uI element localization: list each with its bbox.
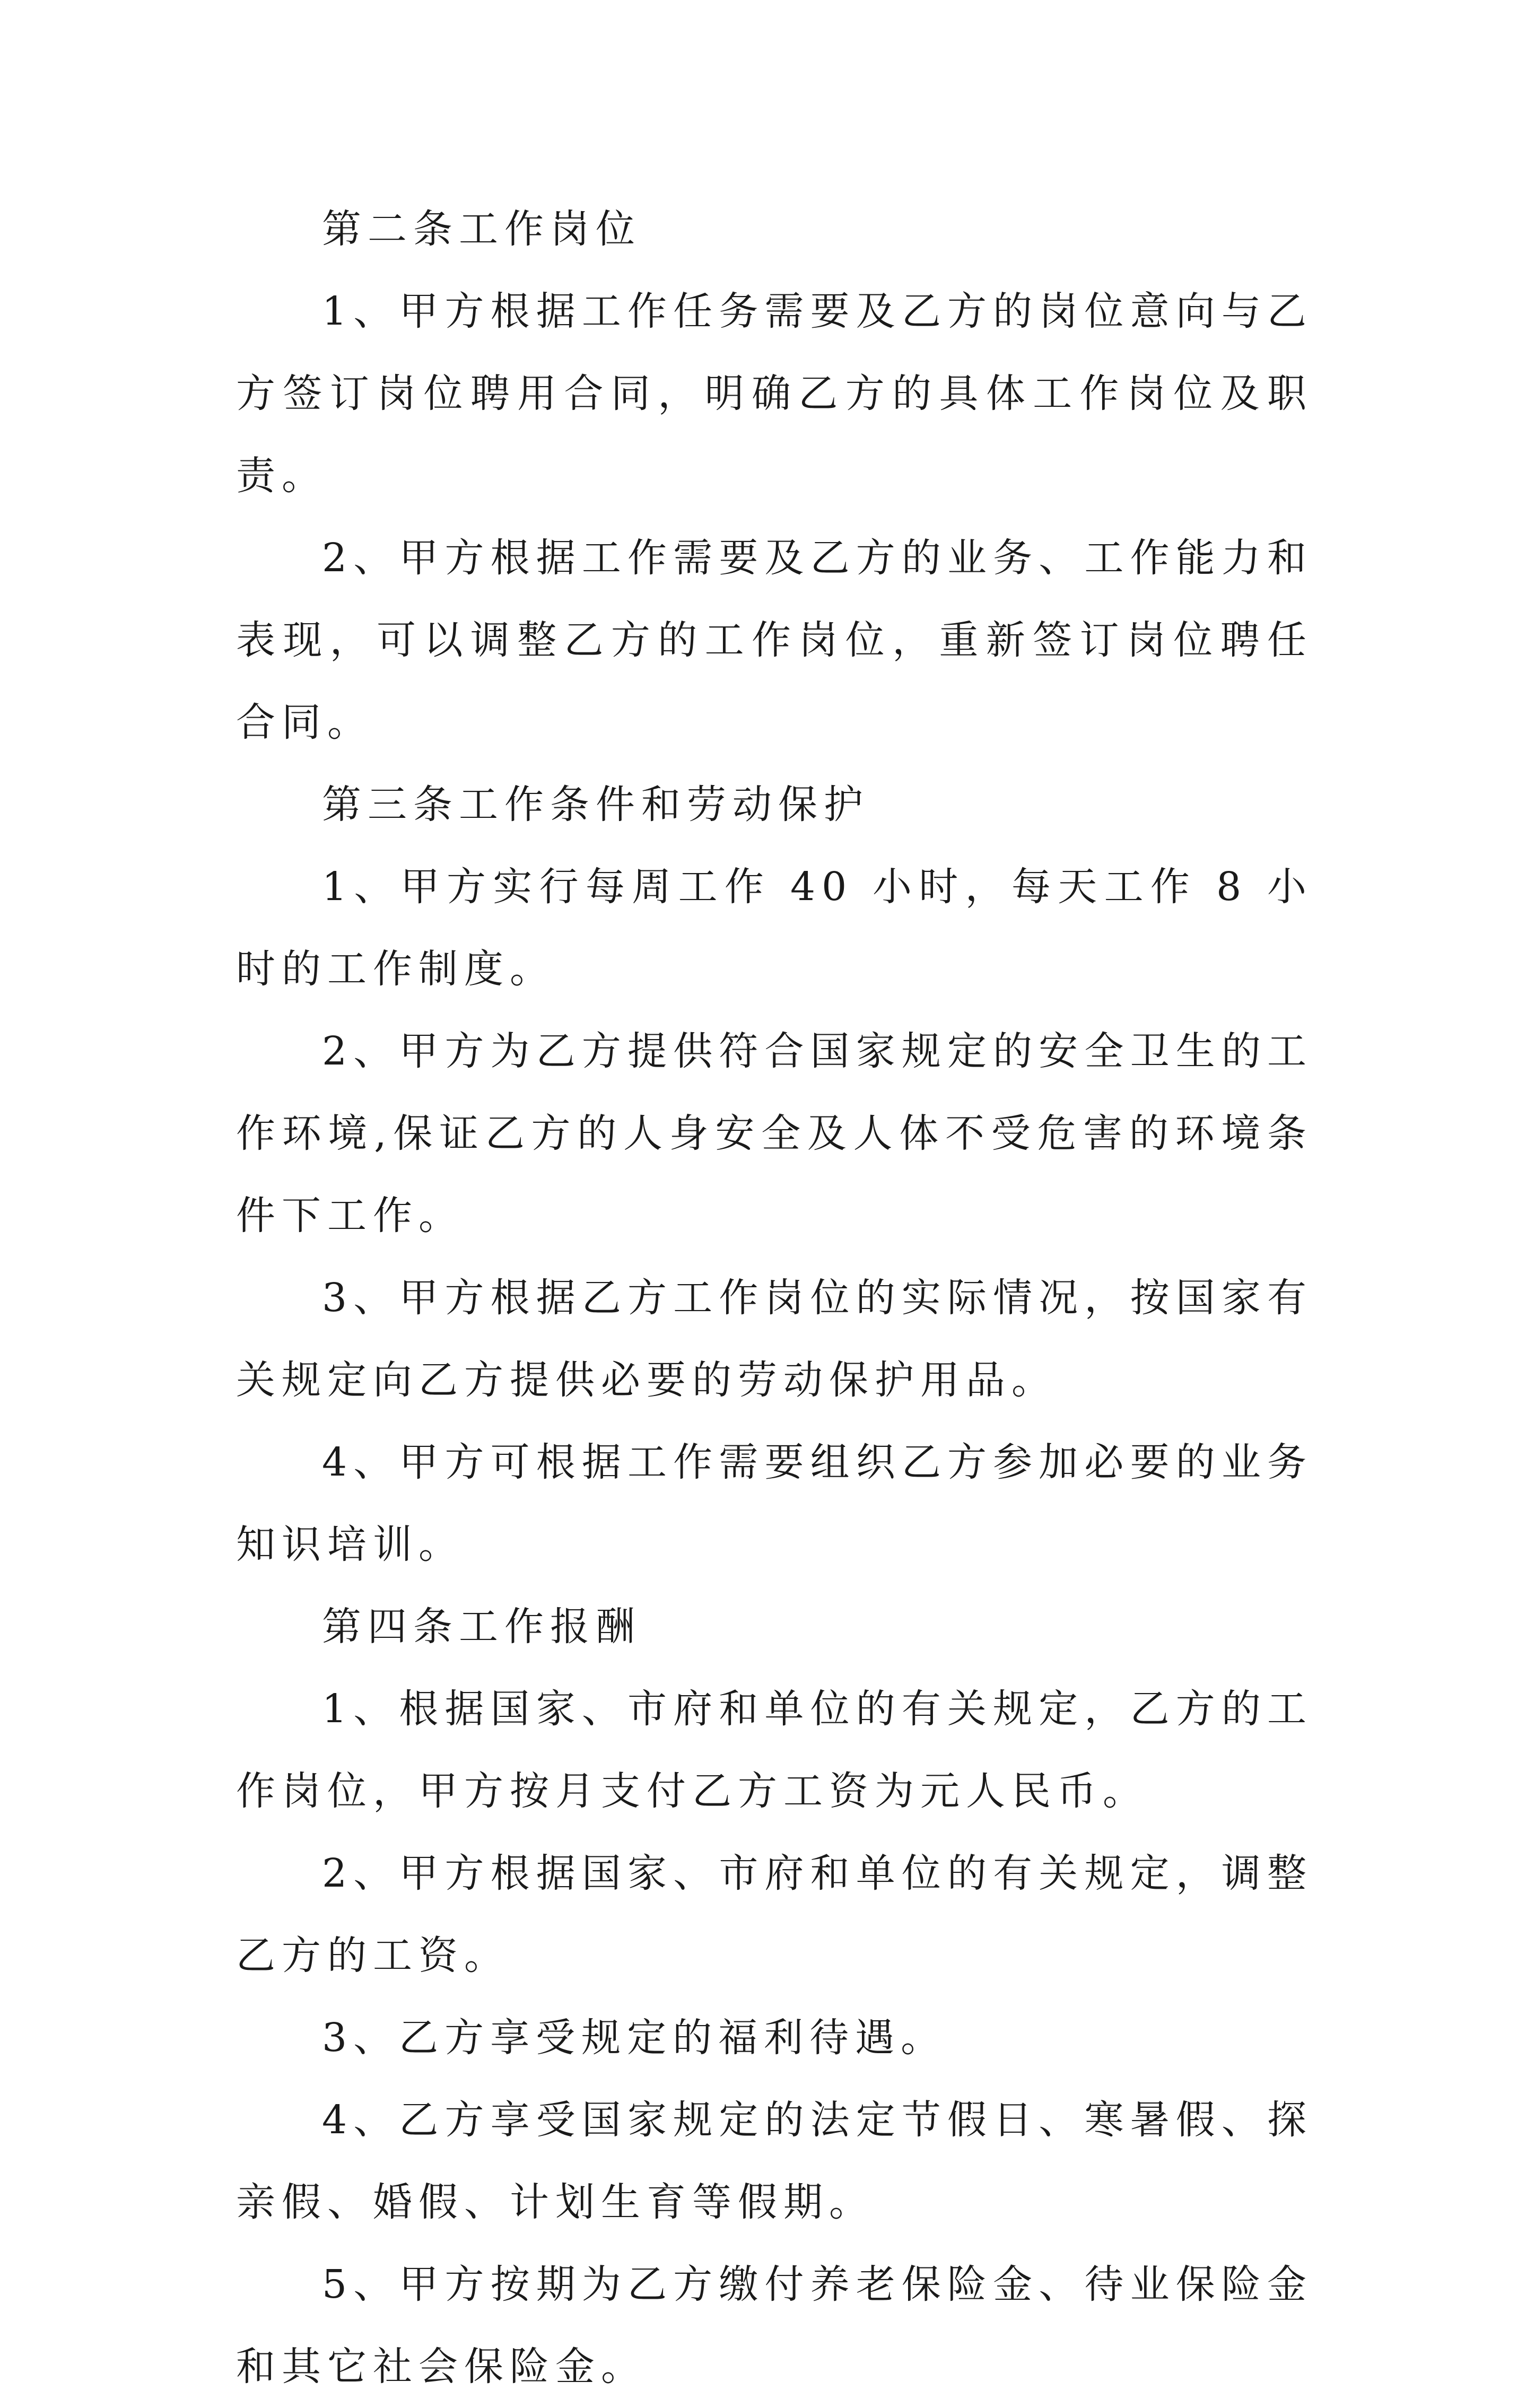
section-heading-article-2: 第二条工作岗位 bbox=[322, 206, 641, 252]
clause-paragraph: 1、甲方根据工作任务需要及乙方的岗位意向与乙方签订岗位聘用合同，明确乙方的具体工作岗位及职责。 bbox=[236, 289, 1313, 499]
section-heading-article-4: 第四条工作报酬 bbox=[322, 1604, 641, 1650]
clause-paragraph: 2、甲方为乙方提供符合国家规定的安全卫生的工作环境,保证乙方的人身安全及人体不受危害的环境条件下工作。 bbox=[236, 1028, 1313, 1238]
clause-paragraph: 4、乙方享受国家规定的法定节假日、寒暑假、探亲假、婚假、计划生育等假期。 bbox=[236, 2097, 1313, 2225]
clause-paragraph: 3、乙方享受规定的福利待遇。 bbox=[322, 2015, 947, 2061]
clause-paragraph: 2、甲方根据国家、市府和单位的有关规定，调整乙方的工资。 bbox=[236, 1851, 1313, 1978]
section-heading-article-3: 第三条工作条件和劳动保护 bbox=[322, 782, 869, 827]
clause-paragraph: 3、甲方根据乙方工作岗位的实际情况，按国家有关规定向乙方提供必要的劳动保护用品。 bbox=[236, 1275, 1313, 1403]
clause-paragraph: 4、甲方可根据工作需要组织乙方参加必要的业务知识培训。 bbox=[236, 1439, 1313, 1567]
clause-paragraph: 5、甲方按期为乙方缴付养老保险金、待业保险金和其它社会保险金。 bbox=[236, 2262, 1313, 2389]
clause-paragraph: 1、根据国家、市府和单位的有关规定，乙方的工作岗位，甲方按月支付乙方工资为元人民币。 bbox=[236, 1686, 1313, 1814]
document-body bbox=[236, 188, 1313, 2408]
clause-paragraph: 1、甲方实行每周工作 40 小时，每天工作 8 小时的工作制度。 bbox=[236, 864, 1313, 992]
clause-paragraph: 2、甲方根据工作需要及乙方的业务、工作能力和表现，可以调整乙方的工作岗位，重新签订岗位聘任合同。 bbox=[236, 535, 1313, 745]
